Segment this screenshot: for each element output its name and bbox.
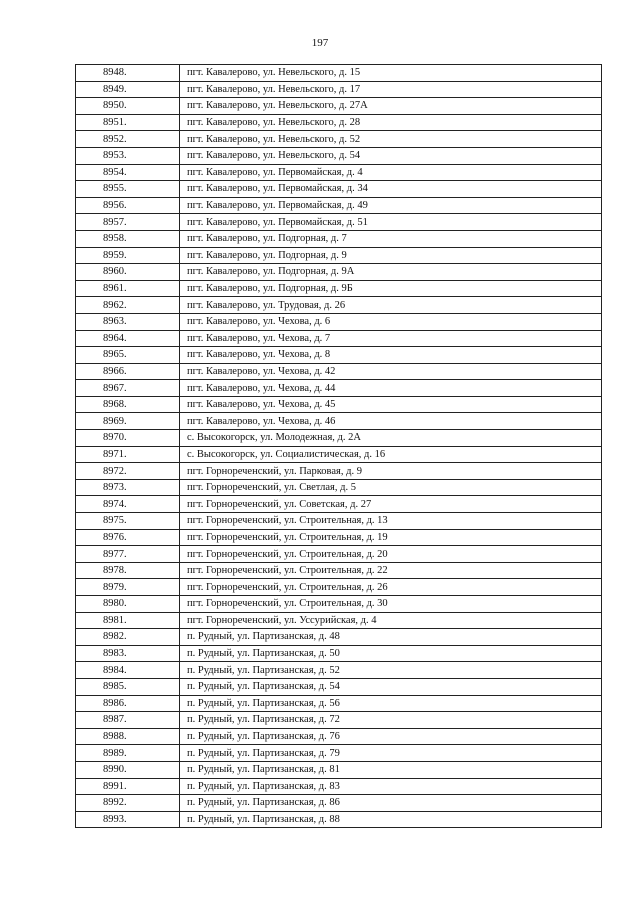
table-row	[76, 181, 602, 198]
table-row	[76, 264, 602, 281]
row-number-cell: 8950.	[76, 98, 180, 115]
address-cell: п. Рудный, ул. Партизанская, д. 81	[180, 761, 602, 778]
row-number-cell: 8973.	[76, 479, 180, 496]
address-cell: пгт. Горнореченский, ул. Светлая, д. 5	[180, 479, 602, 496]
row-number-cell: 8991.	[76, 778, 180, 795]
row-number-cell: 8987.	[76, 712, 180, 729]
row-number-cell: 8982.	[76, 629, 180, 646]
table-row	[76, 197, 602, 214]
row-number-cell: 8969.	[76, 413, 180, 430]
row-number-cell: 8974.	[76, 496, 180, 513]
row-number-cell: 8959.	[76, 247, 180, 264]
row-number-cell: 8953.	[76, 147, 180, 164]
table-row	[76, 662, 602, 679]
table-row	[76, 562, 602, 579]
address-cell: пгт. Горнореченский, ул. Парковая, д. 9	[180, 463, 602, 480]
table-row	[76, 695, 602, 712]
address-cell: пгт. Кавалерово, ул. Трудовая, д. 26	[180, 297, 602, 314]
table-row	[76, 795, 602, 812]
table-row	[76, 446, 602, 463]
row-number-cell: 8948.	[76, 65, 180, 82]
address-cell: пгт. Кавалерово, ул. Невельского, д. 17	[180, 81, 602, 98]
address-cell: пгт. Горнореченский, ул. Строительная, д. 26	[180, 579, 602, 596]
address-cell: пгт. Кавалерово, ул. Первомайская, д. 49	[180, 197, 602, 214]
row-number-cell: 8962.	[76, 297, 180, 314]
address-cell: пгт. Кавалерово, ул. Подгорная, д. 9	[180, 247, 602, 264]
row-number-cell: 8964.	[76, 330, 180, 347]
table-row	[76, 513, 602, 530]
address-cell: пгт. Горнореченский, ул. Советская, д. 27	[180, 496, 602, 513]
address-cell: с. Высокогорск, ул. Социалистическая, д. 16	[180, 446, 602, 463]
table-row	[76, 678, 602, 695]
table-row	[76, 479, 602, 496]
table-row	[76, 363, 602, 380]
row-number-cell: 8975.	[76, 513, 180, 530]
address-cell: пгт. Кавалерово, ул. Подгорная, д. 9Б	[180, 280, 602, 297]
table-row	[76, 761, 602, 778]
table-row	[76, 496, 602, 513]
address-cell: п. Рудный, ул. Партизанская, д. 56	[180, 695, 602, 712]
address-cell: пгт. Кавалерово, ул. Невельского, д. 27А	[180, 98, 602, 115]
row-number-cell: 8971.	[76, 446, 180, 463]
table-row	[76, 98, 602, 115]
table-row	[76, 114, 602, 131]
address-cell: пгт. Кавалерово, ул. Подгорная, д. 9А	[180, 264, 602, 281]
row-number-cell: 8949.	[76, 81, 180, 98]
address-cell: п. Рудный, ул. Партизанская, д. 54	[180, 678, 602, 695]
address-cell: п. Рудный, ул. Партизанская, д. 86	[180, 795, 602, 812]
address-table	[75, 64, 602, 828]
table-row	[76, 712, 602, 729]
address-table-body	[76, 65, 602, 828]
address-cell: пгт. Кавалерово, ул. Чехова, д. 7	[180, 330, 602, 347]
address-cell: пгт. Кавалерово, ул. Невельского, д. 54	[180, 147, 602, 164]
table-row	[76, 280, 602, 297]
table-row	[76, 131, 602, 148]
address-cell: пгт. Кавалерово, ул. Чехова, д. 42	[180, 363, 602, 380]
address-cell: пгт. Кавалерово, ул. Подгорная, д. 7	[180, 230, 602, 247]
row-number-cell: 8972.	[76, 463, 180, 480]
row-number-cell: 8960.	[76, 264, 180, 281]
table-row	[76, 596, 602, 613]
table-row	[76, 313, 602, 330]
address-cell: пгт. Горнореченский, ул. Строительная, д. 13	[180, 513, 602, 530]
table-row	[76, 728, 602, 745]
row-number-cell: 8965.	[76, 347, 180, 364]
table-row	[76, 230, 602, 247]
address-cell: п. Рудный, ул. Партизанская, д. 52	[180, 662, 602, 679]
row-number-cell: 8983.	[76, 645, 180, 662]
address-cell: п. Рудный, ул. Партизанская, д. 48	[180, 629, 602, 646]
address-cell: пгт. Кавалерово, ул. Чехова, д. 46	[180, 413, 602, 430]
address-cell: пгт. Кавалерово, ул. Невельского, д. 15	[180, 65, 602, 82]
address-cell: пгт. Кавалерово, ул. Чехова, д. 44	[180, 380, 602, 397]
address-cell: пгт. Кавалерово, ул. Чехова, д. 6	[180, 313, 602, 330]
row-number-cell: 8970.	[76, 430, 180, 447]
table-row	[76, 612, 602, 629]
row-number-cell: 8979.	[76, 579, 180, 596]
table-row	[76, 629, 602, 646]
address-cell: пгт. Горнореченский, ул. Строительная, д. 19	[180, 529, 602, 546]
address-cell: пгт. Кавалерово, ул. Чехова, д. 45	[180, 396, 602, 413]
table-row	[76, 81, 602, 98]
address-cell: пгт. Горнореченский, ул. Строительная, д. 22	[180, 562, 602, 579]
table-row	[76, 463, 602, 480]
table-row	[76, 380, 602, 397]
row-number-cell: 8961.	[76, 280, 180, 297]
row-number-cell: 8954.	[76, 164, 180, 181]
address-cell: пгт. Горнореченский, ул. Уссурийская, д. 4	[180, 612, 602, 629]
address-cell: пгт. Кавалерово, ул. Невельского, д. 52	[180, 131, 602, 148]
table-row	[76, 430, 602, 447]
table-row	[76, 214, 602, 231]
address-cell: пгт. Кавалерово, ул. Первомайская, д. 4	[180, 164, 602, 181]
row-number-cell: 8980.	[76, 596, 180, 613]
row-number-cell: 8966.	[76, 363, 180, 380]
address-cell: п. Рудный, ул. Партизанская, д. 83	[180, 778, 602, 795]
row-number-cell: 8955.	[76, 181, 180, 198]
table-row	[76, 811, 602, 828]
table-row	[76, 413, 602, 430]
table-row	[76, 247, 602, 264]
row-number-cell: 8989.	[76, 745, 180, 762]
table-row	[76, 529, 602, 546]
row-number-cell: 8968.	[76, 396, 180, 413]
address-cell: п. Рудный, ул. Партизанская, д. 72	[180, 712, 602, 729]
address-cell: пгт. Кавалерово, ул. Первомайская, д. 51	[180, 214, 602, 231]
table-row	[76, 546, 602, 563]
row-number-cell: 8985.	[76, 678, 180, 695]
row-number-cell: 8992.	[76, 795, 180, 812]
row-number-cell: 8956.	[76, 197, 180, 214]
row-number-cell: 8990.	[76, 761, 180, 778]
row-number-cell: 8988.	[76, 728, 180, 745]
address-cell: пгт. Кавалерово, ул. Невельского, д. 28	[180, 114, 602, 131]
row-number-cell: 8978.	[76, 562, 180, 579]
table-row	[76, 347, 602, 364]
table-row	[76, 147, 602, 164]
address-cell: п. Рудный, ул. Партизанская, д. 76	[180, 728, 602, 745]
row-number-cell: 8993.	[76, 811, 180, 828]
row-number-cell: 8952.	[76, 131, 180, 148]
row-number-cell: 8984.	[76, 662, 180, 679]
row-number-cell: 8986.	[76, 695, 180, 712]
table-row	[76, 396, 602, 413]
table-row	[76, 164, 602, 181]
table-row	[76, 297, 602, 314]
row-number-cell: 8976.	[76, 529, 180, 546]
address-cell: пгт. Кавалерово, ул. Чехова, д. 8	[180, 347, 602, 364]
address-cell: п. Рудный, ул. Партизанская, д. 79	[180, 745, 602, 762]
address-cell: пгт. Кавалерово, ул. Первомайская, д. 34	[180, 181, 602, 198]
table-row	[76, 778, 602, 795]
row-number-cell: 8951.	[76, 114, 180, 131]
address-cell: пгт. Горнореченский, ул. Строительная, д. 30	[180, 596, 602, 613]
table-row	[76, 330, 602, 347]
row-number-cell: 8958.	[76, 230, 180, 247]
row-number-cell: 8957.	[76, 214, 180, 231]
address-cell: п. Рудный, ул. Партизанская, д. 50	[180, 645, 602, 662]
row-number-cell: 8963.	[76, 313, 180, 330]
address-cell: с. Высокогорск, ул. Молодежная, д. 2А	[180, 430, 602, 447]
table-row	[76, 745, 602, 762]
page-number: 197	[311, 37, 329, 49]
table-row	[76, 65, 602, 82]
row-number-cell: 8981.	[76, 612, 180, 629]
row-number-cell: 8977.	[76, 546, 180, 563]
table-row	[76, 645, 602, 662]
table-row	[76, 579, 602, 596]
address-cell: п. Рудный, ул. Партизанская, д. 88	[180, 811, 602, 828]
row-number-cell: 8967.	[76, 380, 180, 397]
address-cell: пгт. Горнореченский, ул. Строительная, д. 20	[180, 546, 602, 563]
